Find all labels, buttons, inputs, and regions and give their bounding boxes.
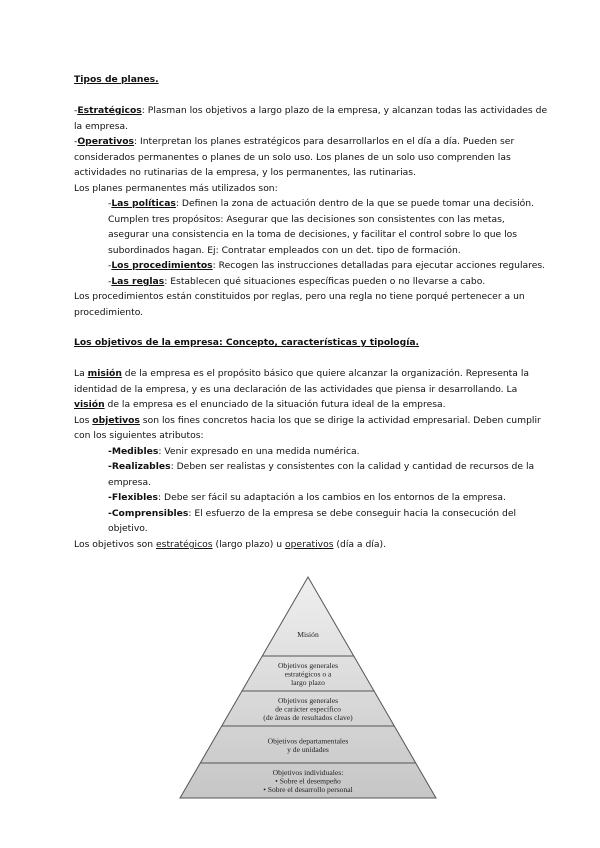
item-medibles — [108, 444, 360, 460]
pyramid-level-1-label: Misión — [297, 629, 319, 639]
objectives-pyramid-figure — [178, 575, 438, 800]
text: : Venir expresado en una medida numérica. — [158, 446, 360, 457]
term-objetivos: objetivos — [92, 415, 140, 426]
paragraph-line: considerados permanentes o planes de un solo uso. Los planes de un solo uso comprenden las — [74, 152, 511, 163]
item-reglas: -Las reglas: Establecen qué situaciones específicas pueden o no llevarse a cabo. — [108, 276, 486, 287]
text: : Plasman los objetivos a largo plazo de la empresa, y alcanzan todas las actividades de — [141, 105, 548, 116]
term-medibles: -Medibles — [108, 446, 159, 457]
pyramid-svg — [178, 575, 438, 800]
paragraph-estrategicos: -Estratégicos: Plasman los objetivos a largo plazo de la empresa, y alcanzan todas las actividades de — [74, 105, 548, 116]
paragraph-line: actividades no rutinarias de la empresa, y los permanentes, las rutinarias. — [74, 167, 417, 178]
paragraph-line: asegurar una consistencia en la toma de decisiones, y facilitar el control sobre lo que los — [108, 229, 518, 240]
item-flexibles — [108, 490, 506, 506]
pyramid-level-3-label: de carácter específico — [275, 704, 341, 714]
term-realizables: -Realizables — [108, 461, 171, 472]
item-politicas: -Las políticas: Definen la zona de actuación dentro de la que se puede tomar una decisión. — [108, 198, 535, 209]
term-vision: visión — [74, 399, 105, 410]
paragraph-mision — [74, 366, 529, 382]
text: de la empresa es el propósito básico que quiere alcanzar la organización. Representa la — [121, 368, 530, 379]
paragraph-line: empresa. — [108, 477, 151, 488]
term-operativos: Operativos — [77, 136, 134, 147]
paragraph-line: Los procedimientos están constituidos por reglas, pero una regla no tiene porqué pertenecer a un — [74, 291, 525, 302]
item-realizables — [108, 459, 534, 475]
text: son los fines concretos hacia los que se dirige la actividad empresarial. Deben cumplir — [139, 415, 541, 426]
pyramid-level-5-label: • Sobre el desarrollo personal — [263, 785, 353, 794]
text: : Interpretan los planes estratégicos para desarrollarlos en el día a día. Pueden ser — [134, 136, 515, 147]
pyramid-level-5-label: • Sobre el desempeño — [275, 776, 341, 786]
pyramid-level-2-label: Objetivos generales — [277, 661, 339, 670]
term-estrategicos: Estratégicos — [77, 105, 142, 116]
pyramid-level-4-label: Objetivos departamentales — [267, 736, 349, 746]
pyramid-level-5-label: Objetivos individuales: — [272, 768, 344, 777]
text: : Recogen las instrucciones detalladas para ejecutar acciones regulares. — [212, 260, 546, 271]
term-flexibles: -Flexibles — [108, 492, 158, 503]
paragraph-line: procedimiento. — [74, 307, 144, 318]
item-comprensibles — [108, 506, 516, 522]
pyramid-level-4-label: y de unidades — [287, 744, 329, 754]
paragraph-line: la empresa. — [74, 121, 129, 132]
section-title-tipos-de-planes: Tipos de planes. — [74, 74, 159, 85]
paragraph-line: Cumplen tres propósitos: Asegurar que las decisiones son consistentes con las metas, — [108, 214, 505, 225]
paragraph-line: identidad de la empresa, y es una declaración de las actividades que piensa ir desarrollando. La — [74, 384, 518, 395]
text: de la empresa es el enunciado de la situación futura ideal de la empresa. — [104, 399, 446, 410]
pyramid-level-2-label: largo plazo — [291, 678, 325, 687]
term-estrategicos-final: estratégicos — [156, 539, 213, 550]
paragraph-final — [74, 537, 386, 553]
paragraph-objetivos — [74, 413, 541, 429]
term-politicas: Las políticas — [111, 198, 176, 209]
text: (día a día). — [333, 539, 386, 550]
term-operativos-final: operativos — [284, 539, 334, 550]
text: Los objetivos son — [74, 539, 157, 550]
text: : El esfuerzo de la empresa se debe conseguir hacia la consecución del — [188, 508, 517, 519]
paragraph-operativos: -Operativos: Interpretan los planes estratégicos para desarrollarlos en el día a día. Pueden ser — [74, 136, 515, 147]
paragraph-line: con los siguientes atributos: — [74, 430, 204, 441]
pyramid-level-3-label: (de áreas de resultados clave) — [263, 713, 353, 722]
pyramid-level-3-label: Objetivos generales — [277, 696, 339, 705]
paragraph-line: subordinados hagan. Ej: Contratar empleados con un det. tipo de formación. — [108, 245, 461, 256]
term-mision: misión — [87, 368, 122, 379]
pyramid-outline — [180, 577, 436, 798]
term-reglas: Las reglas — [111, 276, 165, 287]
text: (largo plazo) u — [212, 539, 285, 550]
paragraph-vision — [74, 397, 446, 413]
text: : Establecen qué situaciones específicas pueden o no llevarse a cabo. — [164, 276, 486, 287]
text: : Debe ser fácil su adaptación a los cambios en los entornos de la empresa. — [157, 492, 506, 503]
paragraph-line: objetivo. — [108, 523, 148, 534]
text: La — [74, 368, 88, 379]
text: : Deben ser realistas y consistentes con la calidad y cantidad de recursos de la — [170, 461, 535, 472]
paragraph-line: Los planes permanentes más utilizados son: — [74, 183, 278, 194]
item-procedimientos: -Los procedimientos: Recogen las instrucciones detalladas para ejecutar acciones regulares. — [108, 260, 546, 271]
term-procedimientos: Los procedimientos — [111, 260, 213, 271]
pyramid-level-2-label: estratégicos o a — [284, 669, 332, 679]
section-title-objetivos: Los objetivos de la empresa: Concepto, características y tipología. — [74, 337, 420, 348]
term-comprensibles: -Comprensibles — [108, 508, 189, 519]
text: : Definen la zona de actuación dentro de la que se puede tomar una decisión. — [175, 198, 535, 209]
text: Los — [74, 415, 93, 426]
